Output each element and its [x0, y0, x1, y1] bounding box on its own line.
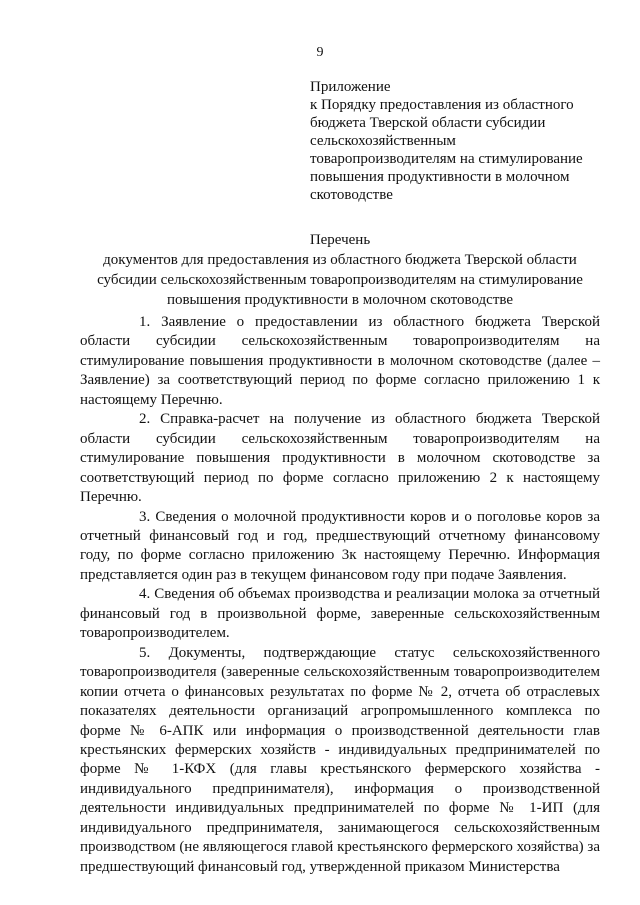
appendix-title: Приложение: [310, 79, 391, 95]
list-item: 1. Заявление о предоставлении из областного бюджета Тверской области субсидии сельскохозяйственным товаропроизводителям на стимулирование повышения продуктивности в молочном скотоводстве (далее – Заявление) за соответствующий период по форме согласно приложению 1 к настоящему Перечню.: [80, 314, 600, 408]
page-number: 9: [316, 45, 324, 60]
document-heading: Перечень: [309, 232, 371, 248]
document-subheading: документов для предоставления из областного бюджета Тверской области субсидии сельскохозяйственным товаропроизводителям на стимулирование повышения продуктивности в молочном скотоводстве: [97, 252, 583, 308]
appendix-text: к Порядку предоставления из областного бюджета Тверской области субсидии сельскохозяйственным товаропроизводителям на стимулирование повышения продуктивности в молочном скотоводстве: [310, 97, 583, 203]
document-title-block: [80, 230, 600, 310]
list-item: 4. Сведения об объемах производства и реализации молока за отчетный финансовый год в произвольной форме, заверенные сельскохозяйственным товаропроизводителем.: [80, 586, 600, 642]
list-item: 3. Сведения о молочной продуктивности коров и о поголовье коров за отчетный финансовый год и год, предшествующий отчетному финансовому году, по форме согласно приложению 3к настоящему Перечню. Информация представляется один раз в текущем финансовом году при подаче Заявления.: [80, 508, 600, 583]
list-item: 5. Документы, подтверждающие статус сельскохозяйственного товаропроизводителя (заверенные сельскохозяйственным товаропроизводителем копии отчета о финансовых результатах по форме № 2, отчета об отраслевых показателях деятельности организаций агропромышленного комплекса по форме № 6-АПК или информация о производственной деятельности глав крестьянских фермерских хозяйств - индивидуальных предпринимателей по форме № 1-КФХ (для главы крестьянского фермерского хозяйства - индивидуального предпринимателя), информация о производственной деятельности индивидуальных предпринимателей по форме № 1-ИП (для индивидуального предпринимателя, занимающегося сельскохозяйственным производством (не являющегося главой крестьянского фермерского хозяйства) за предшествующий финансовый год, утвержденной приказом Министерства: [80, 644, 600, 875]
appendix-block: [310, 78, 600, 204]
document-body: [80, 313, 600, 877]
list-item: 2. Справка-расчет на получение из областного бюджета Тверской области субсидии сельскохозяйственным товаропроизводителям на стимулирование повышения продуктивности в молочном скотоводстве за соответствующий период по форме согласно приложению 2 к настоящему Перечню.: [80, 411, 600, 506]
